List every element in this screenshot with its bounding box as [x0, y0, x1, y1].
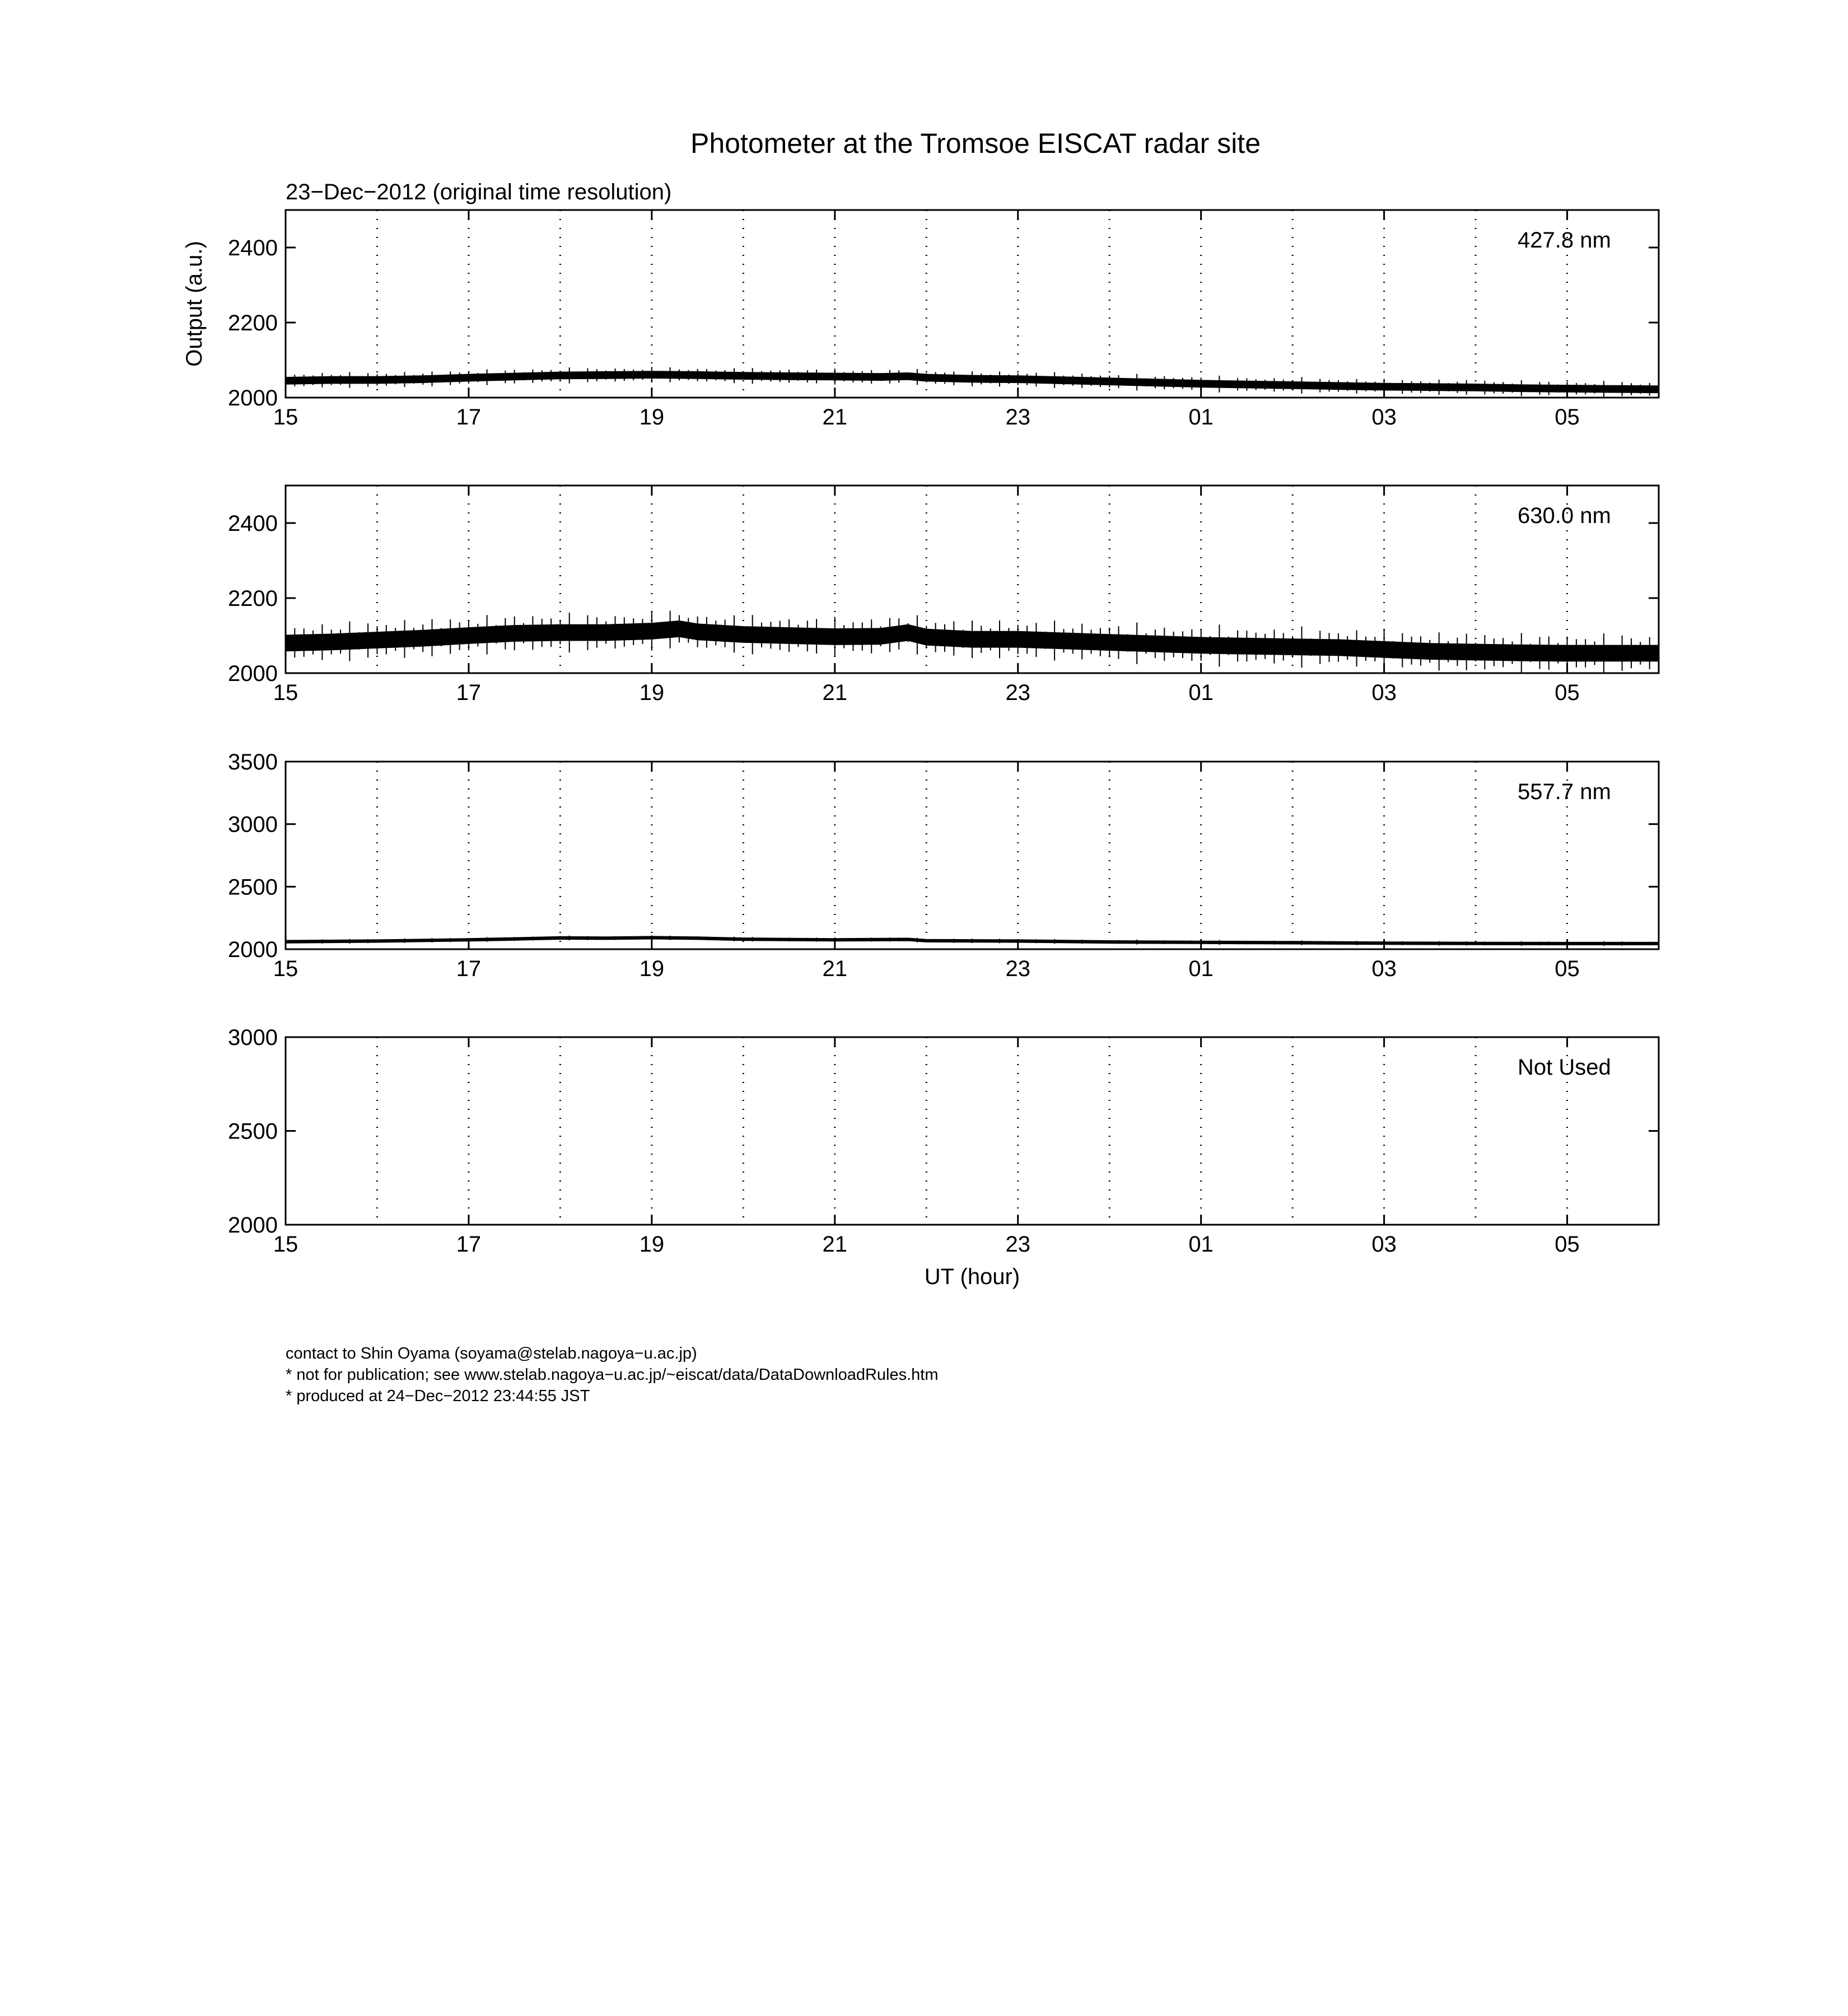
- panel-label: 557.7 nm: [1518, 780, 1611, 804]
- axes-frame: [286, 210, 1659, 398]
- chart-panels: [182, 210, 1659, 1289]
- x-tick-label: 17: [456, 1232, 482, 1257]
- y-axis-label: Output (a.u.): [182, 241, 207, 367]
- x-tick-label: 19: [639, 956, 665, 981]
- y-tick-label: 3500: [228, 750, 278, 774]
- x-tick-label: 21: [822, 1232, 848, 1257]
- y-tick-label: 2200: [228, 586, 278, 611]
- x-tick-label: 15: [273, 680, 298, 705]
- figure-title: Photometer at the Tromsoe EISCAT radar site: [690, 128, 1261, 159]
- y-tick-label: 3000: [228, 1025, 278, 1050]
- x-tick-label: 21: [822, 680, 848, 705]
- figure-subtitle: 23−Dec−2012 (original time resolution): [286, 180, 672, 204]
- axes-frame: [286, 1037, 1659, 1225]
- panel-label: Not Used: [1518, 1055, 1611, 1080]
- x-tick-label: 23: [1005, 1232, 1030, 1257]
- y-tick-label: 2000: [228, 1213, 278, 1238]
- y-tick-label: 2000: [228, 661, 278, 686]
- x-tick-label: 23: [1005, 956, 1030, 981]
- x-tick-label: 23: [1005, 680, 1030, 705]
- x-axis-label: UT (hour): [924, 1264, 1020, 1289]
- y-tick-label: 2500: [228, 1119, 278, 1144]
- y-tick-label: 2400: [228, 511, 278, 536]
- x-tick-label: 05: [1555, 680, 1580, 705]
- x-tick-label: 01: [1188, 405, 1214, 430]
- x-tick-label: 19: [639, 405, 665, 430]
- y-tick-label: 2000: [228, 937, 278, 962]
- x-tick-label: 15: [273, 405, 298, 430]
- axes-frame: [286, 762, 1659, 949]
- panel-label: 427.8 nm: [1518, 228, 1611, 253]
- x-tick-label: 17: [456, 680, 482, 705]
- x-tick-label: 03: [1371, 956, 1397, 981]
- x-tick-label: 01: [1188, 680, 1214, 705]
- x-tick-label: 21: [822, 956, 848, 981]
- chart-panel-2: [228, 486, 1659, 705]
- x-tick-label: 05: [1555, 405, 1580, 430]
- x-tick-label: 17: [456, 956, 482, 981]
- x-tick-label: 21: [822, 405, 848, 430]
- x-tick-label: 15: [273, 956, 298, 981]
- x-tick-label: 23: [1005, 405, 1030, 430]
- x-tick-label: 03: [1371, 1232, 1397, 1257]
- x-tick-label: 01: [1188, 956, 1214, 981]
- footer-rules-line: * not for publication; see www.stelab.nagoya−u.ac.jp/~eiscat/data/DataDownloadRules.htm: [286, 1366, 939, 1384]
- x-tick-label: 19: [639, 1232, 665, 1257]
- x-tick-label: 05: [1555, 1232, 1580, 1257]
- chart-panel-3: [228, 750, 1659, 981]
- x-tick-label: 03: [1371, 680, 1397, 705]
- y-tick-label: 2200: [228, 311, 278, 335]
- x-tick-label: 17: [456, 405, 482, 430]
- x-tick-label: 03: [1371, 405, 1397, 430]
- footer-produced-line: * produced at 24−Dec−2012 23:44:55 JST: [286, 1387, 590, 1405]
- x-tick-label: 15: [273, 1232, 298, 1257]
- x-tick-label: 19: [639, 680, 665, 705]
- x-tick-label: 01: [1188, 1232, 1214, 1257]
- x-tick-label: 05: [1555, 956, 1580, 981]
- y-tick-label: 2500: [228, 875, 278, 900]
- chart-panel-4: [228, 1025, 1659, 1289]
- footer-contact-line: contact to Shin Oyama (soyama@stelab.nagoya−u.ac.jp): [286, 1345, 697, 1362]
- panel-label: 630.0 nm: [1518, 503, 1611, 528]
- y-tick-label: 3000: [228, 812, 278, 837]
- y-tick-label: 2400: [228, 236, 278, 260]
- y-tick-label: 2000: [228, 386, 278, 410]
- chart-panel-1: [182, 210, 1659, 430]
